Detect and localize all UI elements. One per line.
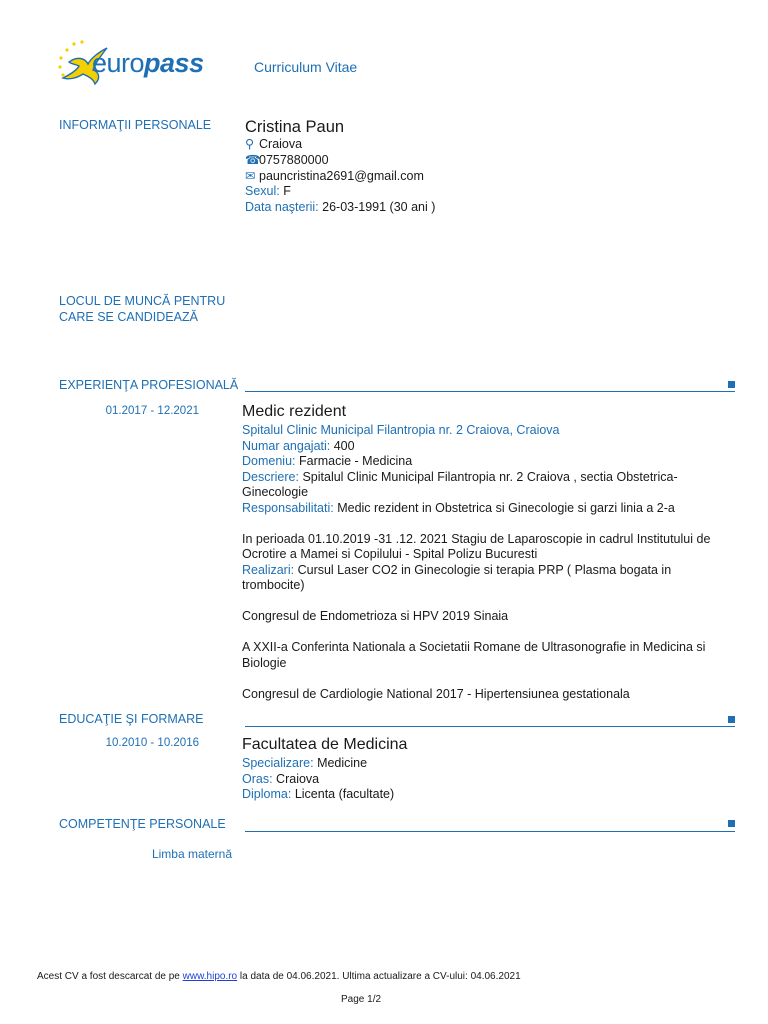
- document-title: Curriculum Vitae: [254, 59, 358, 75]
- location-value: Craiova: [259, 137, 303, 151]
- congress-item: Congresul de Endometrioza si HPV 2019 Sinaia: [242, 609, 509, 623]
- footer-link[interactable]: www.hipo.ro: [182, 971, 238, 982]
- section-skills-label: COMPETENŢE PERSONALE: [59, 817, 226, 831]
- section-education-label: EDUCAŢIE ŞI FORMARE: [59, 712, 204, 726]
- employees-value: 400: [333, 438, 355, 453]
- experience-period: 01.2017 - 12.2021: [105, 405, 199, 417]
- sex-line: [245, 183, 291, 199]
- email-icon: ✉: [245, 169, 256, 183]
- description-value-continued: Ginecologie: [242, 485, 309, 499]
- employees-label: Numar angajati:: [242, 438, 331, 453]
- description-label: Descriere:: [242, 469, 299, 484]
- location-line: [245, 136, 302, 152]
- diploma-line: [242, 787, 712, 803]
- domain-label: Domeniu:: [242, 454, 296, 468]
- city-line: [242, 772, 712, 788]
- section-personal-info-label: INFORMAŢII PERSONALE: [59, 118, 212, 132]
- section-divider: [245, 726, 735, 727]
- education-title: Facultatea de Medicina: [242, 736, 408, 753]
- responsibilities-label: Responsabilitati:: [242, 500, 334, 515]
- email-line: [245, 168, 424, 184]
- employer: Spitalul Clinic Municipal Filantropia nr. 2 Craiova, Craiova: [242, 423, 560, 437]
- email-value[interactable]: pauncristina2691@gmail.com: [259, 169, 424, 183]
- section-experience-label: EXPERIENŢA PROFESIONALĂ: [59, 378, 239, 392]
- employees-line: [242, 439, 712, 455]
- job-sought-label-line1: LOCUL DE MUNCĂ PENTRU: [59, 294, 226, 308]
- section-marker-icon: [728, 381, 735, 388]
- domain-value: Farmacie - Medicina: [298, 454, 413, 468]
- congress-item: Congresul de Cardiologie National 2017 - Hipertensiunea gestationala: [242, 686, 630, 701]
- training-note-continued: Ocrotire a Mamei si Copilului - Spital Polizu Bucuresti: [242, 547, 538, 561]
- congress-item: A XXII-a Conferinta Nationala a Societatii Romane de Ultrasonografie in Medicina si: [242, 640, 706, 654]
- diploma-value: Licenta (facultate): [294, 787, 395, 801]
- footer-text-after: la data de 04.06.2021. Ultima actualizare a CV-ului: 04.06.2021: [237, 971, 521, 982]
- page-number: Page 1/2: [341, 994, 382, 1005]
- city-label: Oras:: [242, 771, 273, 786]
- section-marker-icon: [728, 820, 735, 827]
- section-divider: [245, 831, 735, 832]
- logo-text: europass: [92, 48, 204, 78]
- education-details: [242, 756, 712, 803]
- achievements-line: [242, 563, 712, 579]
- diploma-label: Diploma:: [242, 787, 292, 801]
- specialization-line: [242, 756, 712, 772]
- specialization-value: Medicine: [317, 756, 368, 770]
- training-note: In perioada 01.10.2019 -31 .12. 2021 Stagiu de Laparoscopie in cadrul Institutului de: [242, 531, 711, 546]
- birthdate-value: 26-03-1991 (30 ani ): [322, 200, 436, 214]
- description-line: [242, 470, 712, 486]
- phone-icon: ☎: [245, 153, 261, 167]
- phone-value: 0757880000: [259, 153, 329, 167]
- location-pin-icon: ⚲: [245, 137, 255, 151]
- footer-note: [37, 971, 521, 982]
- birthdate-label: Data naşterii:: [245, 200, 319, 214]
- responsibilities-value: Medic rezident in Obstetrica si Ginecologie si garzi linia a 2-a: [337, 500, 675, 515]
- domain-line: [242, 454, 712, 470]
- city-value: Craiova: [276, 771, 320, 786]
- candidate-name: Cristina Paun: [245, 118, 345, 136]
- footer-text-before: Acest CV a fost descarcat de pe: [37, 971, 183, 982]
- sex-value: F: [283, 184, 291, 198]
- mother-tongue-label: Limba maternă: [151, 847, 232, 861]
- birthdate-line: [245, 199, 435, 215]
- education-period: 10.2010 - 10.2016: [105, 737, 199, 749]
- section-divider: [245, 391, 735, 392]
- experience-details: [242, 423, 712, 702]
- section-job-sought-label: [59, 293, 225, 325]
- job-sought-label-line2: CARE SE CANDIDEAZĂ: [59, 310, 198, 324]
- sex-label: Sexul:: [245, 184, 280, 198]
- achievements-label: Realizari:: [242, 562, 295, 577]
- achievements-value-continued: trombocite): [242, 578, 305, 592]
- congress-item-continued: Biologie: [242, 655, 287, 670]
- phone-line: [245, 152, 329, 168]
- specialization-label: Specializare:: [242, 756, 314, 770]
- responsibilities-line: [242, 501, 712, 517]
- experience-title: Medic rezident: [242, 403, 347, 420]
- section-marker-icon: [728, 716, 735, 723]
- achievements-value: Cursul Laser CO2 in Ginecologie si terapia PRP ( Plasma bogata in: [297, 562, 672, 577]
- description-value: Spitalul Clinic Municipal Filantropia nr. 2 Craiova , sectia Obstetrica-: [302, 469, 678, 484]
